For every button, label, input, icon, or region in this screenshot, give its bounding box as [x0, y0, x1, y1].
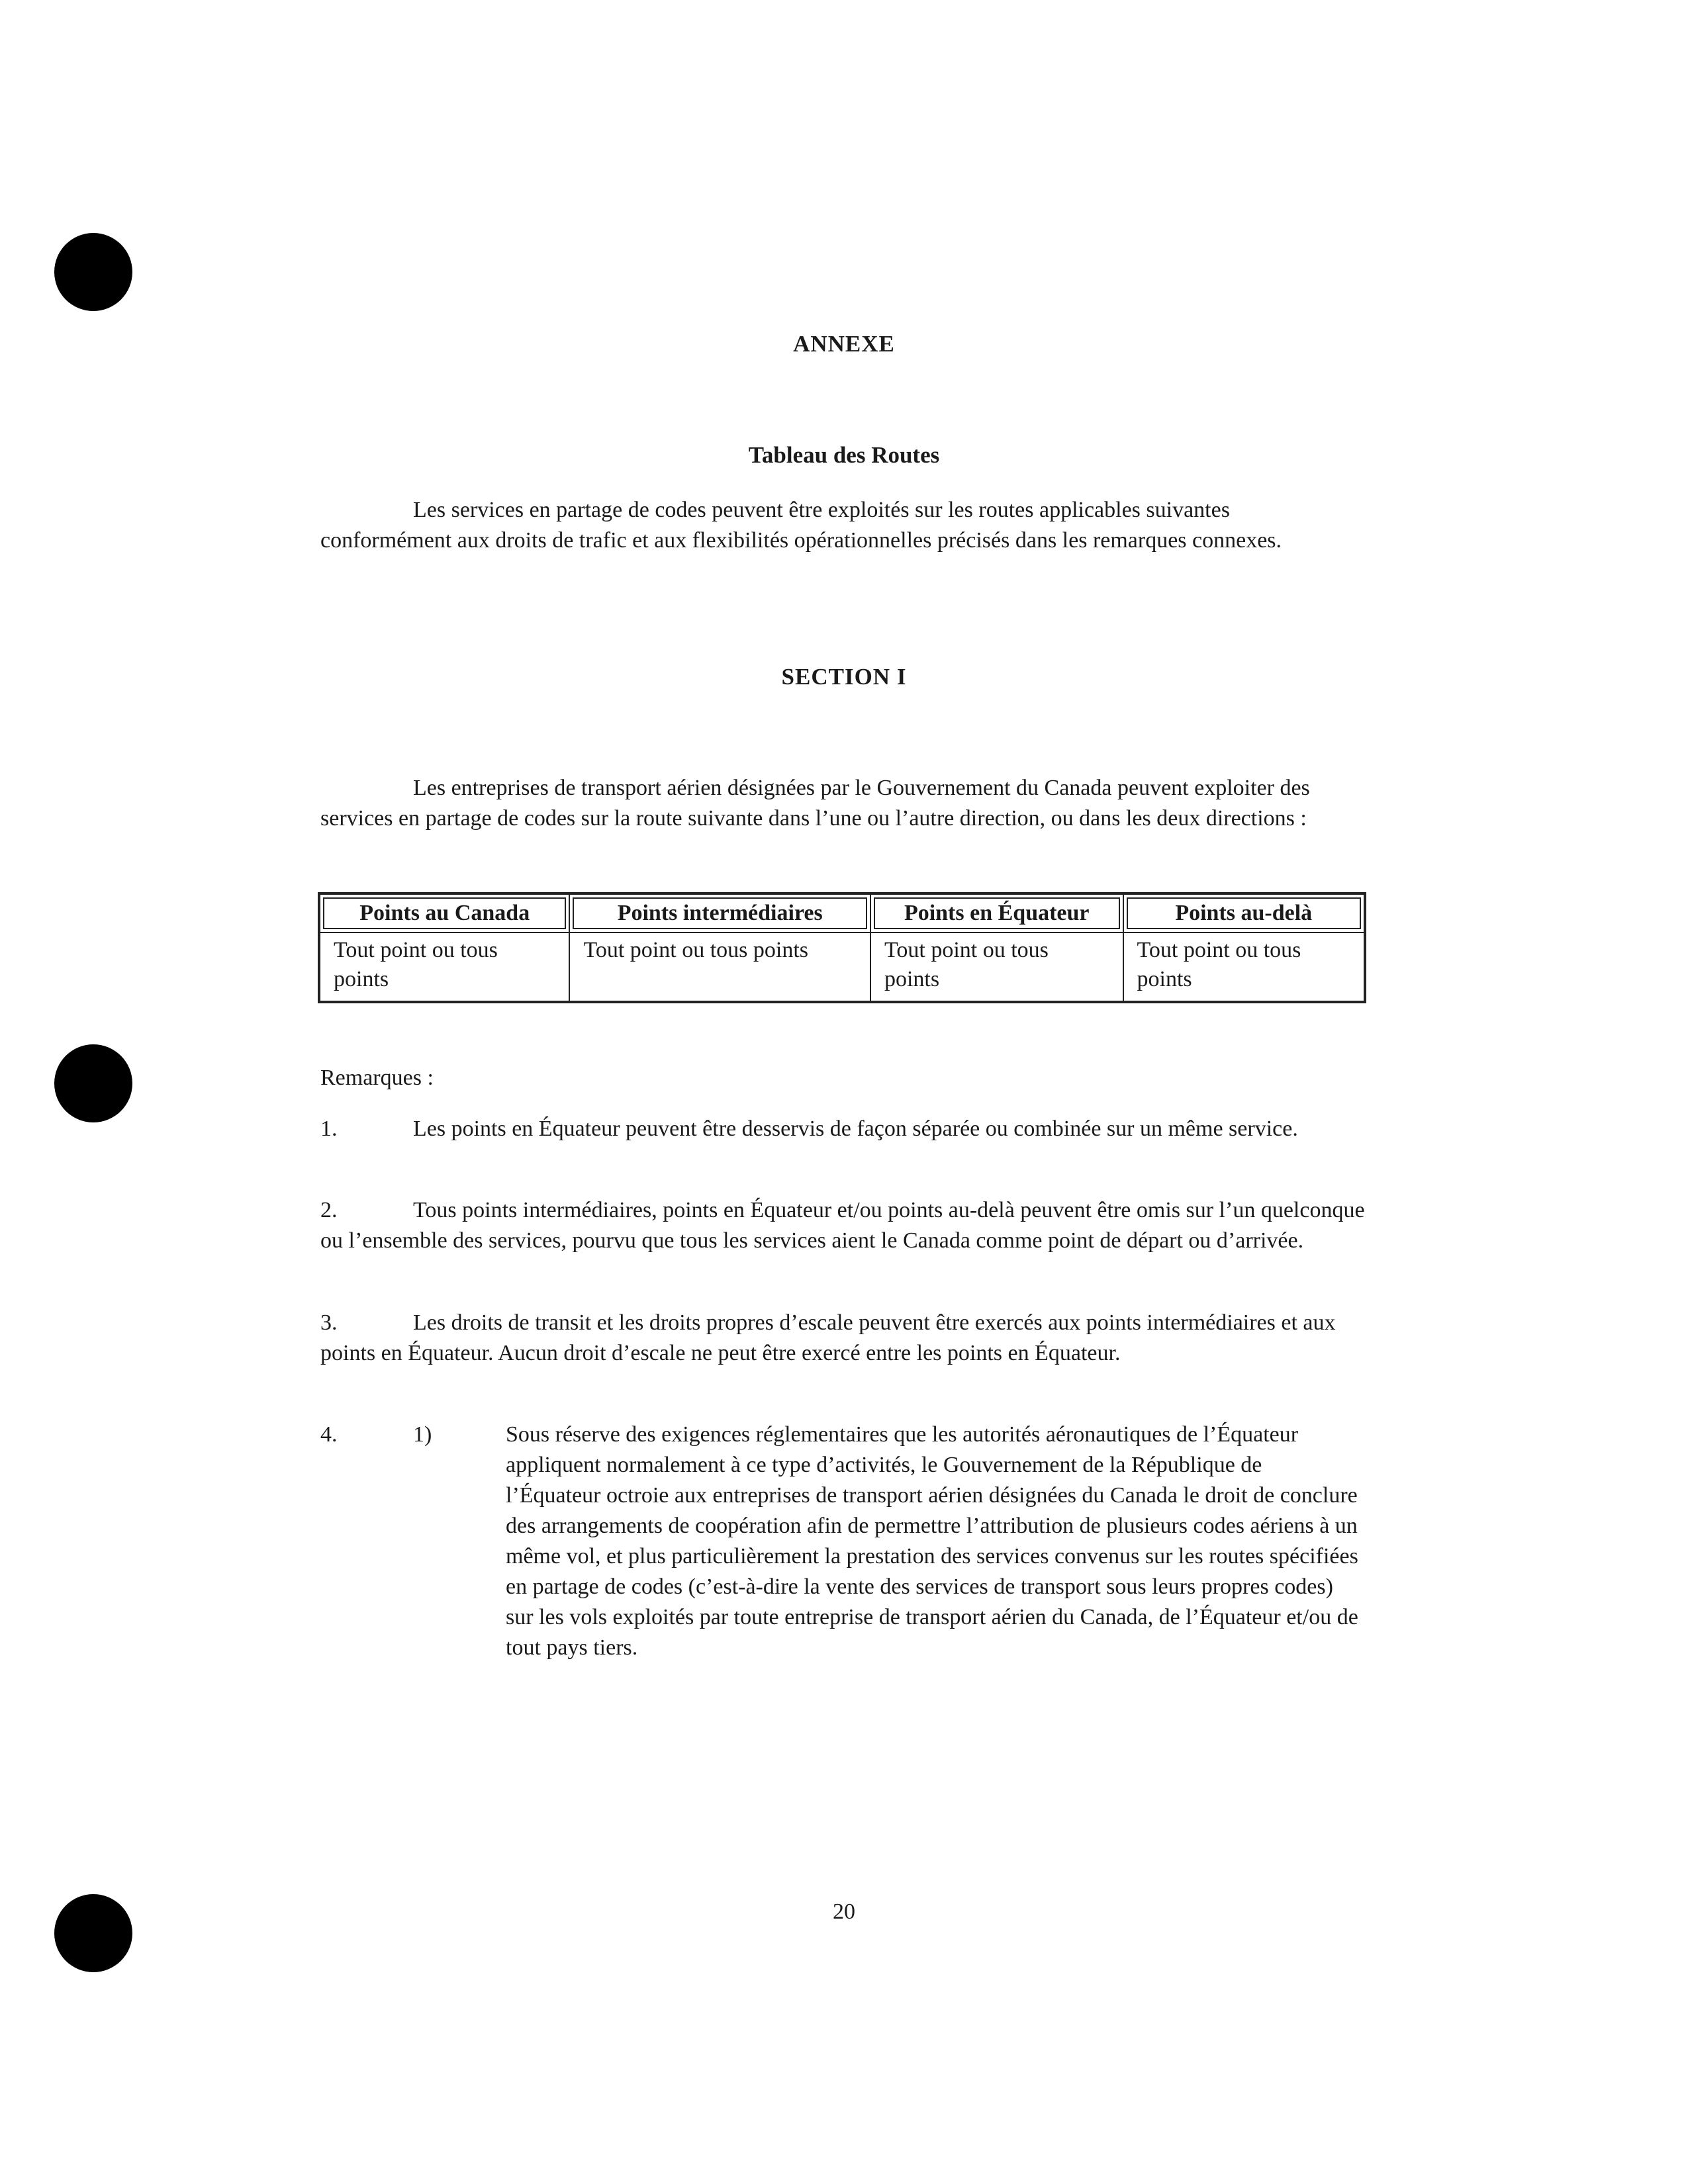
cell-points-au-dela: Tout point ou tous points [1123, 933, 1365, 1001]
page-number: 20 [833, 1899, 855, 1924]
cell-points-equateur: Tout point ou tous points [870, 933, 1123, 1001]
cell-points-canada: Tout point ou tous points [320, 933, 569, 1001]
section-heading: SECTION I [781, 664, 907, 690]
remark-text: Les droits de transit et les droits propres d’escale peuvent être exercés aux points intermédiaires et aux points en Équateur. Aucun droit d’escale ne peut être exercé entre les points en Équateur. [320, 1310, 1336, 1365]
remark-3 [320, 1308, 1366, 1369]
route-table-header-row [320, 894, 1364, 933]
header-points-canada: Points au Canada [320, 894, 569, 933]
annexe-heading: ANNEXE [793, 331, 895, 357]
header-points-intermediaires: Points intermédiaires [569, 894, 870, 933]
route-table-row [320, 933, 1364, 1001]
header-points-equateur: Points en Équateur [870, 894, 1123, 933]
cell-points-intermediaires: Tout point ou tous points [569, 933, 870, 1001]
remark-4-number: 4. [320, 1422, 338, 1447]
remark-2 [320, 1195, 1366, 1256]
route-table [319, 893, 1365, 1002]
intro-paragraph: Les services en partage de codes peuvent être exploités sur les routes applicables suivantes conformément aux droits de trafic et aux flexibilités opérationnelles précisés dans les remarques connexes. [320, 498, 1282, 553]
remark-4-subnumber: 1) [413, 1422, 432, 1447]
remark-1 [320, 1114, 1366, 1144]
remark-number: 3. [320, 1310, 338, 1335]
remark-4-text: Sous réserve des exigences réglementaires que les autorités aéronautiques de l’Équateur appliquent normalement à ce type d’activités, le Gouvernement de la République de l’Équateur octroie aux entreprises de transport aérien désignées du Canada le droit de conclure des arrangements de coopération afin de permettre l’attribution de plusieurs codes aériens à un même vol, et plus particulièrement la prestation des services convenus sur les routes spécifiées en partage de codes (c’est-à-dire la vente des services de transport sous leurs propres codes) sur les vols exploités par toute entreprise de transport aérien du Canada, de l’Équateur et/ou de tout pays tiers. [506, 1422, 1358, 1660]
punch-hole-middle [54, 1044, 132, 1122]
header-points-au-dela: Points au-delà [1123, 894, 1365, 933]
section-paragraph: Les entreprises de transport aérien désignées par le Gouvernement du Canada peuvent exploiter des services en partage de codes sur la route suivante dans l’une ou l’autre direction, ou dans les deux directions : [320, 776, 1310, 831]
punch-hole-top [54, 233, 132, 311]
tableau-heading: Tableau des Routes [748, 442, 940, 468]
remark-number: 2. [320, 1198, 338, 1222]
remark-number: 1. [320, 1116, 338, 1141]
remarques-label: Remarques : [320, 1066, 434, 1090]
remark-text: Tous points intermédiaires, points en Équateur et/ou points au-delà peuvent être omis sur l’un quelconque ou l’ensemble des services, pourvu que tous les services aient le Canada comme point de départ ou d’arrivée. [320, 1198, 1365, 1253]
remark-text: Les points en Équateur peuvent être desservis de façon séparée ou combinée sur un même service. [413, 1116, 1298, 1141]
